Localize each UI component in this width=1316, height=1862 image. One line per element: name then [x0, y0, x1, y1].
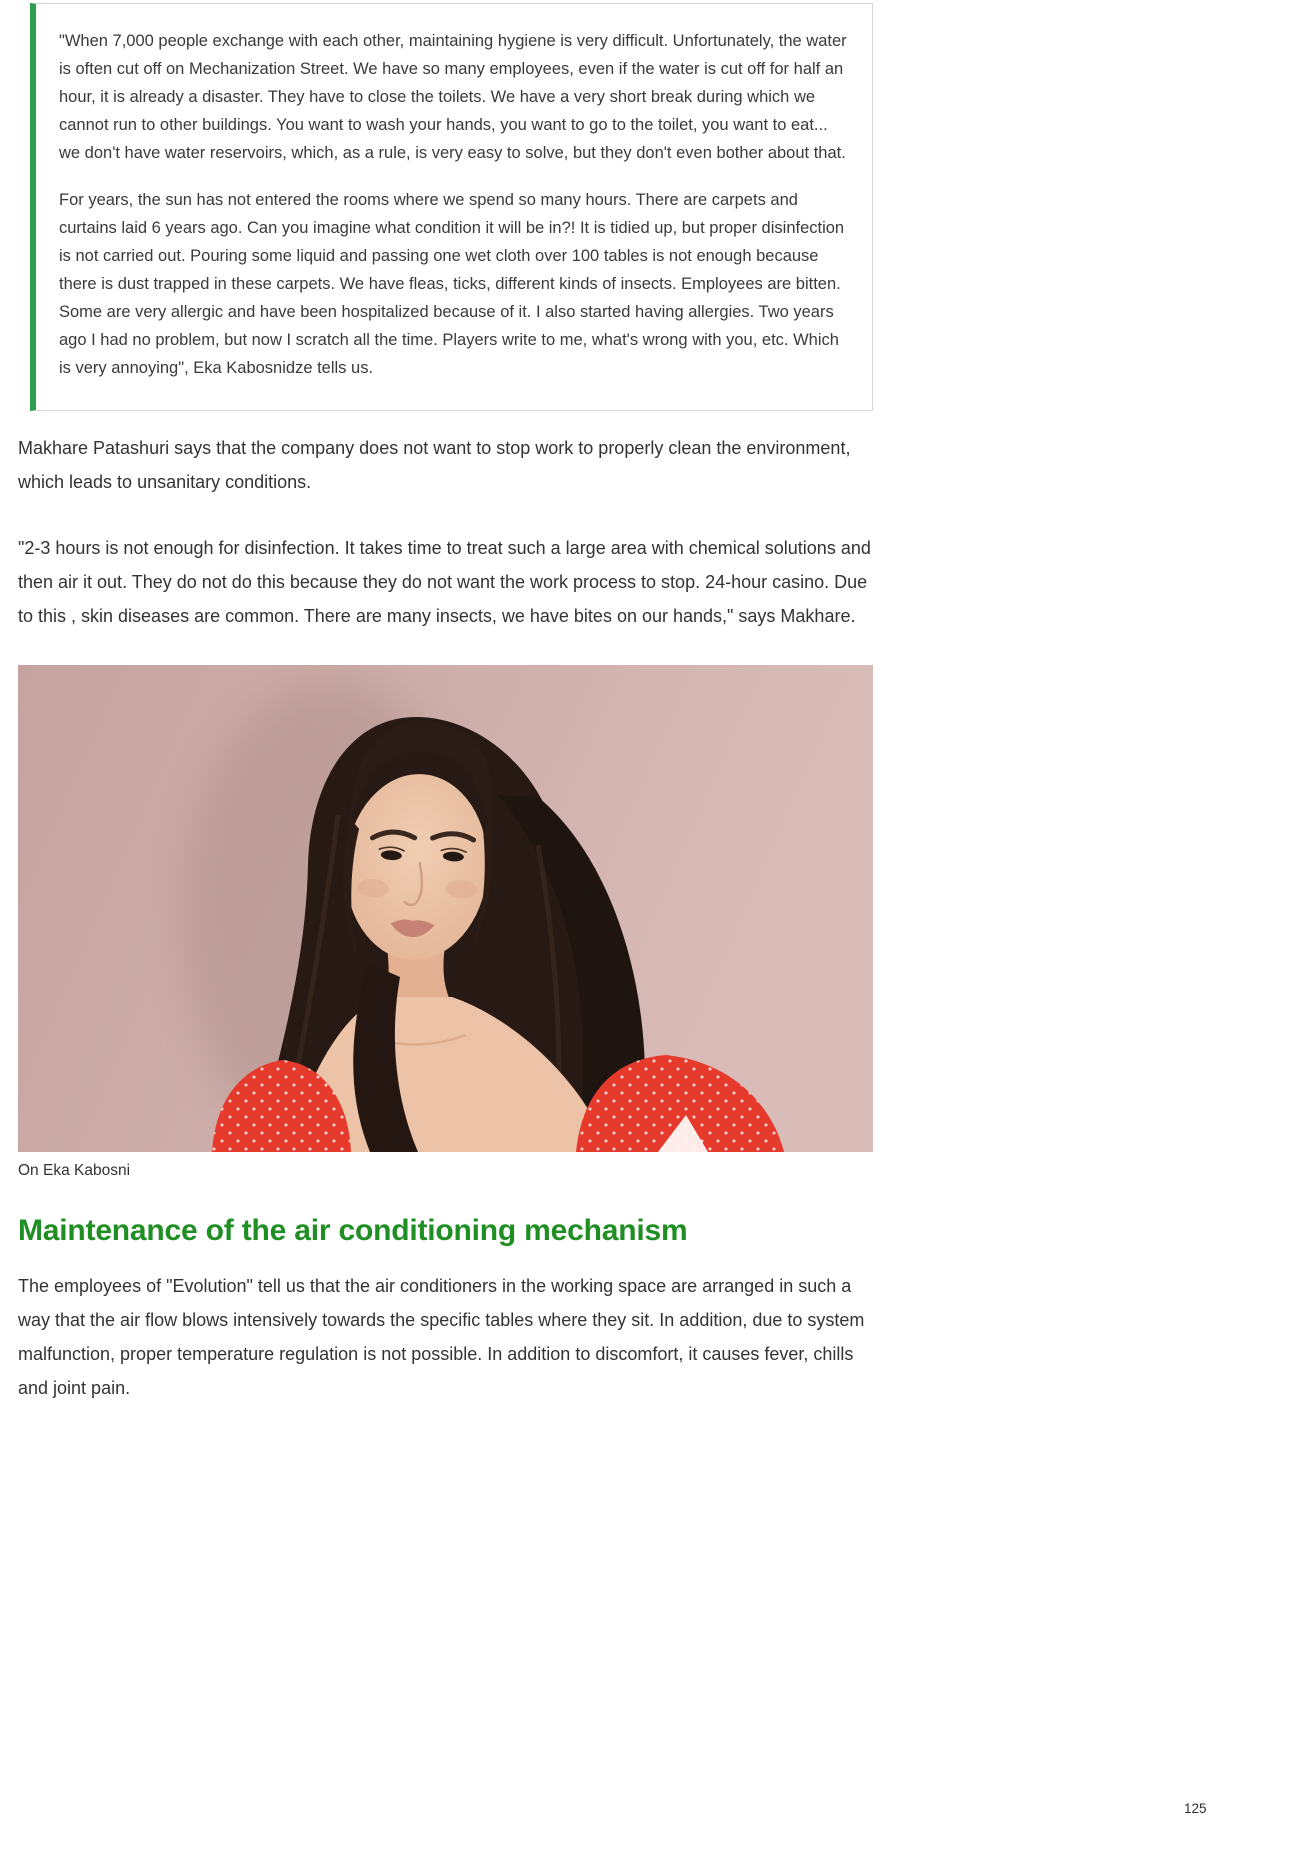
quote-paragraph-2: For years, the sun has not entered the rooms where we spend so many hours. There are carpets and curtains laid 6 years ago. Can you imagine what condition it will be in?! It is tidied up, but proper disinfection is not carried out. Pouring some liquid and passing one wet cloth over 100 tables is not enough because there is dust trapped in these carpets. We have fleas, ticks, different kinds of insects. Employees are bitten. Some are very allergic and have been hospitalized because of it. I also started having allergies. Two years ago I had no problem, but now I scratch all the time. Players write to me, what's wrong with you, etc. Which is very annoying", Eka Kabosnidze tells us.: [59, 191, 845, 377]
body-paragraph-1: Makhare Patashuri says that the company does not want to stop work to properly clean the environment, which leads to unsanitary conditions.: [18, 438, 851, 492]
document-page: [18, 0, 874, 1437]
section-paragraph: The employees of "Evolution" tell us that the air conditioners in the working space are arranged in such a way that the air flow blows intensively towards the specific tables where they sit. In addition, due to system malfunction, proper temperature regulation is not possible. In addition to discomfort, it causes fever, chills and joint pain.: [18, 1276, 865, 1398]
section-heading: Maintenance of the air conditioning mechanism: [18, 1214, 688, 1247]
photo-caption: On Eka Kabosni: [18, 1162, 131, 1179]
portrait-photo: [18, 665, 873, 1152]
quote-paragraph-1: "When 7,000 people exchange with each other, maintaining hygiene is very difficult. Unfortunately, the water is often cut off on Mechanization Street. We have so many employees, even if the water is cut off for half an hour, it is already a disaster. They have to close the toilets. We have a very short break during which we cannot run to other buildings. You want to wash your hands, you want to go to the toilet, you want to eat... we don't have water reservoirs, which, as a rule, is very easy to solve, but they don't even bother about that.: [59, 32, 847, 162]
photo-figure: [18, 665, 873, 1181]
body-paragraph-2: "2-3 hours is not enough for disinfection. It takes time to treat such a large area with chemical solutions and then air it out. They do not do this because they do not want the work process to stop. 24-hour casino. Due to this , skin diseases are common. There are many insects, we have bites on our hands," says Makhare.: [18, 538, 871, 626]
page-number: 125: [1184, 1801, 1207, 1816]
quote-box: [30, 3, 873, 411]
